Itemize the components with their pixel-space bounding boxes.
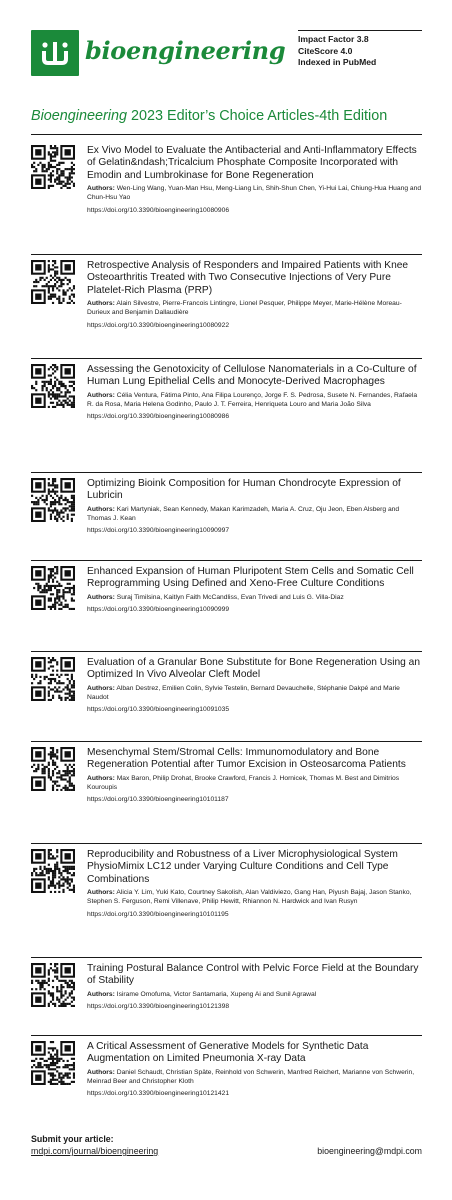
qr-code-icon[interactable] bbox=[31, 747, 75, 791]
authors-list: Kari Martyniak, Sean Kennedy, Makan Karimzadeh, Maria A. Cruz, Oju Jeon, Eben Alsberg and Thomas J. Kean bbox=[87, 505, 400, 522]
article-authors bbox=[87, 888, 422, 907]
submit-label: Submit your article: bbox=[31, 1134, 114, 1144]
authors-label: Authors: bbox=[87, 774, 115, 782]
impact-factor: Impact Factor 3.8 bbox=[298, 34, 369, 44]
journal-metrics bbox=[298, 30, 422, 69]
qr-code-icon[interactable] bbox=[31, 566, 75, 610]
contact-email-link[interactable]: bioengineering@mdpi.com bbox=[317, 1146, 422, 1156]
qr-code-icon[interactable] bbox=[31, 963, 75, 1007]
article-item bbox=[31, 844, 422, 958]
authors-list: Célia Ventura, Fátima Pinto, Ana Filipa Lourenço, Jorge F. S. Pedrosa, Susete N. Fernandes, Rafaela R. da Rosa, Maria Helena Godinho, Paulo J. T. Ferreira, Henriqueta Louro and Maria João Silva bbox=[87, 391, 418, 408]
authors-list: Alain Silvestre, Pierre-Francois Lintingre, Lionel Pesquer, Philippe Meyer, Marie-Hélène Moreau-Durieux and Benjamin Dallaudière bbox=[87, 299, 402, 317]
article-item bbox=[31, 742, 422, 844]
article-authors bbox=[87, 774, 422, 793]
article-authors bbox=[87, 593, 422, 602]
article-authors bbox=[87, 391, 422, 410]
article-doi-link[interactable]: https://doi.org/10.3390/bioengineering10080906 bbox=[87, 206, 230, 214]
article-item bbox=[31, 652, 422, 742]
article-title[interactable]: Assessing the Genotoxicity of Cellulose Nanomaterials in a Co-Culture of Human Lung Epithelial Cells and Monocyte-Derived Macrophages bbox=[87, 364, 417, 388]
qr-code-icon[interactable] bbox=[31, 478, 75, 522]
article-title[interactable]: Training Postural Balance Control with Pelvic Force Field at the Boundary of Stability bbox=[87, 963, 419, 987]
qr-code-icon[interactable] bbox=[31, 364, 75, 408]
article-item bbox=[31, 473, 422, 561]
article-authors bbox=[87, 684, 422, 703]
authors-list: Isirame Omofuma, Victor Santamaria, Xupeng Ai and Sunil Agrawal bbox=[116, 990, 317, 998]
citescore: CiteScore 4.0 bbox=[298, 45, 353, 56]
authors-list: Wen-Ling Wang, Yuan-Man Hsu, Meng-Liang Lin, Shih-Shun Chen, Yi-Hui Lai, Chiung-Hua Huang and Chun-Hsu Yao bbox=[87, 184, 422, 202]
article-title[interactable]: Retrospective Analysis of Responders and Impaired Patients with Knee Osteoarthritis Treated with Two Consecutive Injections of Very Pure Platelet-Rich Plasma (PRP) bbox=[87, 260, 409, 296]
article-doi-link[interactable]: https://doi.org/10.3390/bioengineering10090997 bbox=[87, 527, 230, 535]
authors-label: Authors: bbox=[87, 299, 115, 307]
qr-code-icon[interactable] bbox=[31, 1041, 75, 1085]
authors-label: Authors: bbox=[87, 184, 115, 192]
article-title[interactable]: A Critical Assessment of Generative Models for Synthetic Data Augmentation on Limited Pneumonia X-ray Data bbox=[87, 1041, 369, 1065]
header bbox=[0, 0, 452, 100]
article-item bbox=[31, 255, 422, 359]
article-doi-link[interactable]: https://doi.org/10.3390/bioengineering10080922 bbox=[87, 321, 230, 329]
title-divider bbox=[31, 134, 422, 135]
qr-code-icon[interactable] bbox=[31, 657, 75, 701]
article-item bbox=[31, 359, 422, 473]
article-title[interactable]: Mesenchymal Stem/Stromal Cells: Immunomodulatory and Bone Regeneration Potential after Tumor Excision in Osteosarcoma Patients bbox=[87, 747, 406, 771]
page-title bbox=[31, 108, 426, 124]
article-authors bbox=[87, 505, 422, 524]
article-doi-link[interactable]: https://doi.org/10.3390/bioengineering10101187 bbox=[87, 796, 229, 804]
article-doi-link[interactable]: https://doi.org/10.3390/bioengineering10121421 bbox=[87, 1090, 230, 1098]
article-title[interactable]: Enhanced Expansion of Human Pluripotent Stem Cells and Somatic Cell Reprogramming Using Defined and Xeno-Free Culture Conditions bbox=[87, 566, 414, 590]
authors-label: Authors: bbox=[87, 888, 115, 896]
authors-label: Authors: bbox=[87, 505, 115, 513]
article-item bbox=[31, 1036, 422, 1124]
page-title-rest: 2023 Editor’s Choice Articles-4th Edition bbox=[127, 108, 388, 124]
authors-label: Authors: bbox=[87, 990, 115, 998]
article-doi-link[interactable]: https://doi.org/10.3390/bioengineering10091035 bbox=[87, 706, 230, 714]
article-title[interactable]: Evaluation of a Granular Bone Substitute for Bone Regeneration Using an Optimized In Vivo Alveolar Cleft Model bbox=[87, 657, 421, 681]
article-authors bbox=[87, 1068, 422, 1087]
article-item bbox=[31, 140, 422, 255]
article-item bbox=[31, 561, 422, 652]
authors-list: Alban Destrez, Emilien Colin, Sylvie Testelin, Bernard Devauchelle, Stéphanie Dakpé and Marie Naudot bbox=[87, 684, 400, 701]
article-title[interactable]: Optimizing Bioink Composition for Human Chondrocyte Expression of Lubricin bbox=[87, 478, 401, 502]
article-doi-link[interactable]: https://doi.org/10.3390/bioengineering10101195 bbox=[87, 910, 229, 918]
authors-list: Daniel Schaudt, Christian Späte, Reinhold von Schwerin, Manfred Reichert, Marianne von Schwerin, Meinrad Beer and Christopher Kloth bbox=[87, 1068, 415, 1085]
article-doi-link[interactable]: https://doi.org/10.3390/bioengineering10080986 bbox=[87, 413, 230, 421]
authors-list: Alicia Y. Lim, Yuki Kato, Courtney Sakolish, Alan Valdiviezo, Gang Han, Piyush Bajaj, Jason Stanko, Stephen S. Ferguson, Remi Villenave, Philip Hewitt, Rhiannon N. Hardwick and Ivan Rusyn bbox=[87, 888, 412, 906]
article-doi-link[interactable]: https://doi.org/10.3390/bioengineering10121398 bbox=[87, 1003, 230, 1010]
article-authors bbox=[87, 299, 422, 318]
article-authors bbox=[87, 184, 422, 203]
authors-label: Authors: bbox=[87, 593, 115, 601]
qr-code-icon[interactable] bbox=[31, 849, 75, 893]
footer bbox=[31, 1134, 422, 1174]
page-title-journal: Bioengineering bbox=[31, 108, 128, 124]
article-authors bbox=[87, 990, 422, 999]
indexed-in: Indexed in PubMed bbox=[298, 57, 377, 67]
article-title[interactable]: Ex Vivo Model to Evaluate the Antibacterial and Anti-Inflammatory Effects of Gelatin&ndash;Tricalcium Phosphate Composite Incorporated with Emodin and Lumbrokinase for Bone Regeneration bbox=[87, 145, 417, 181]
journal-logo-icon bbox=[31, 30, 79, 76]
article-item bbox=[31, 958, 422, 1036]
authors-list: Max Baron, Philip Drohat, Brooke Crawford, Francis J. Hornicek, Thomas M. Best and Dimitrios Kouroupis bbox=[87, 774, 400, 791]
authors-label: Authors: bbox=[87, 684, 115, 692]
article-doi-link[interactable]: https://doi.org/10.3390/bioengineering10090999 bbox=[87, 606, 230, 613]
authors-label: Authors: bbox=[87, 391, 115, 399]
authors-label: Authors: bbox=[87, 1068, 115, 1076]
article-list bbox=[31, 140, 422, 1124]
submit-link[interactable]: mdpi.com/journal/bioengineering bbox=[31, 1146, 159, 1156]
authors-list: Suraj Timilsina, Kaitlyn Faith McCandliss, Evan Trivedi and Luis G. Villa-Diaz bbox=[116, 593, 344, 601]
qr-code-icon[interactable] bbox=[31, 260, 75, 304]
journal-logo-text: bioengineering bbox=[85, 36, 286, 65]
article-title[interactable]: Reproducibility and Robustness of a Liver Microphysiological System PhysioMimix LC12 under Varying Culture Conditions and Cell Type Combinations bbox=[87, 849, 398, 885]
qr-code-icon[interactable] bbox=[31, 145, 75, 189]
